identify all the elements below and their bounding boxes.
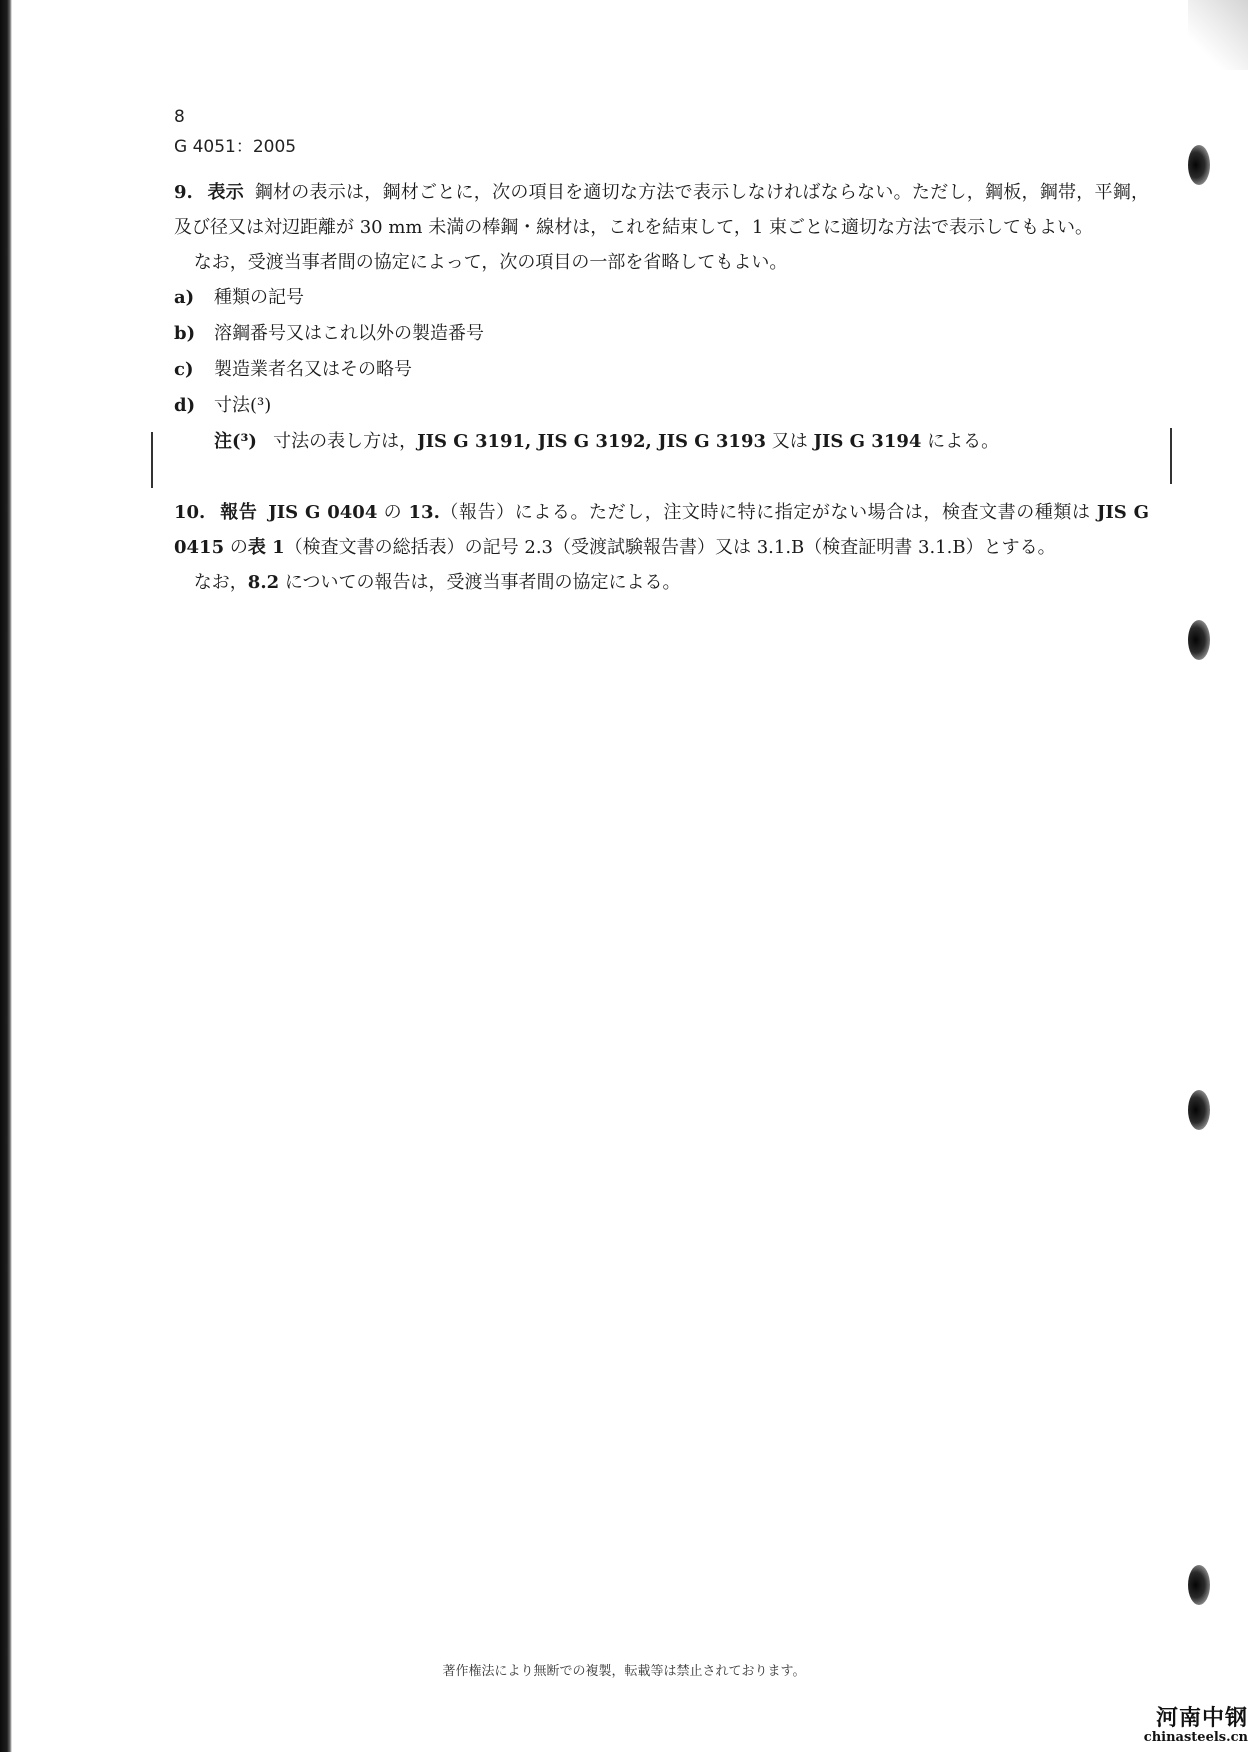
footnote-label: 注(³) bbox=[214, 431, 257, 452]
body-text: なお， bbox=[193, 572, 248, 593]
list-item bbox=[174, 280, 1149, 316]
watermark-domain: chinasteels.cn bbox=[1143, 1730, 1248, 1745]
watermark-logo bbox=[1130, 1707, 1248, 1744]
reference: JIS G 0415 bbox=[174, 502, 1149, 558]
list-item-label: d) bbox=[174, 395, 196, 416]
section-10-body bbox=[174, 495, 1149, 565]
page-header bbox=[174, 102, 296, 162]
change-bar-left bbox=[151, 432, 153, 488]
body-text: の bbox=[377, 502, 409, 523]
footnote bbox=[174, 424, 1149, 460]
list-item bbox=[174, 388, 1149, 424]
body-text: の bbox=[224, 537, 248, 558]
standard-id: G 4051：2005 bbox=[174, 137, 297, 157]
footnote-prefix: 寸法の表し方は， bbox=[273, 431, 418, 452]
list-item-text: 溶鋼番号又はこれ以外の製造番号 bbox=[214, 323, 484, 344]
section-10-title: 報告 bbox=[219, 502, 258, 523]
scan-edge-shadow bbox=[0, 0, 12, 1752]
section-9-note: なお，受渡当事者間の協定によって，次の項目の一部を省略してもよい。 bbox=[193, 252, 788, 273]
section-9-text: 鋼材の表示は，鋼材ごとに，次の項目を適切な方法で表示しなければならない。ただし，鋼板，鋼帯，平鋼，及び径又は対辺距離が 30 mm 未満の棒鋼・線材は，これを結束して，1 束ごとに適切な方法で表示してもよい。 bbox=[174, 182, 1149, 238]
change-bar-right bbox=[1170, 428, 1172, 484]
punch-hole bbox=[1188, 1090, 1210, 1130]
copyright-notice: 著作権法により無断での複製，転載等は禁止されております。 bbox=[442, 1664, 806, 1679]
list-item-text: 製造業者名又はその略号 bbox=[214, 359, 412, 380]
punch-hole bbox=[1188, 1565, 1210, 1605]
punch-hole bbox=[1188, 620, 1210, 660]
reference: 13. bbox=[408, 502, 440, 523]
reference: 8.2 bbox=[247, 572, 280, 593]
list-item-text: 種類の記号 bbox=[214, 287, 304, 308]
footnote-ref: JIS G 3191, JIS G 3192, JIS G 3193 bbox=[417, 431, 766, 452]
section-10-number: 10. bbox=[174, 502, 206, 523]
footnote-connector: 又は bbox=[766, 431, 814, 452]
reference: JIS G 0404 bbox=[268, 502, 378, 523]
list-item bbox=[174, 352, 1149, 388]
footnote-text bbox=[273, 424, 999, 460]
list-item bbox=[174, 316, 1149, 352]
footnote-suffix: による。 bbox=[921, 431, 1000, 452]
list-item-label: c) bbox=[174, 359, 194, 380]
page-number: 8 bbox=[174, 107, 185, 127]
watermark-chinese: 河南中钢 bbox=[1155, 1705, 1248, 1731]
section-10-note bbox=[174, 565, 1149, 600]
list-item-label: a) bbox=[174, 287, 195, 308]
document-body bbox=[174, 175, 1149, 600]
section-9-title: 表示 bbox=[207, 182, 244, 203]
section-9-number: 9. bbox=[174, 182, 193, 203]
list-item-text: 寸法(³) bbox=[214, 395, 272, 416]
body-text: （検査文書の総括表）の記号 2.3（受渡試験報告書）又は 3.1.B（検査証明書 3.1.B）とする。 bbox=[284, 537, 1056, 558]
section-9 bbox=[174, 175, 1149, 460]
scan-corner-fold bbox=[1188, 0, 1248, 70]
punch-hole bbox=[1188, 145, 1210, 185]
reference: 表 1 bbox=[247, 537, 285, 558]
footnote-ref: JIS G 3194 bbox=[813, 431, 922, 452]
body-text: についての報告は，受渡当事者間の協定による。 bbox=[279, 572, 681, 593]
body-text: （報告）による。ただし，注文時に特に指定がない場合は，検査文書の種類は bbox=[439, 502, 1097, 523]
section-9-body bbox=[174, 175, 1149, 245]
section-10 bbox=[174, 495, 1149, 600]
list-item-label: b) bbox=[174, 323, 196, 344]
